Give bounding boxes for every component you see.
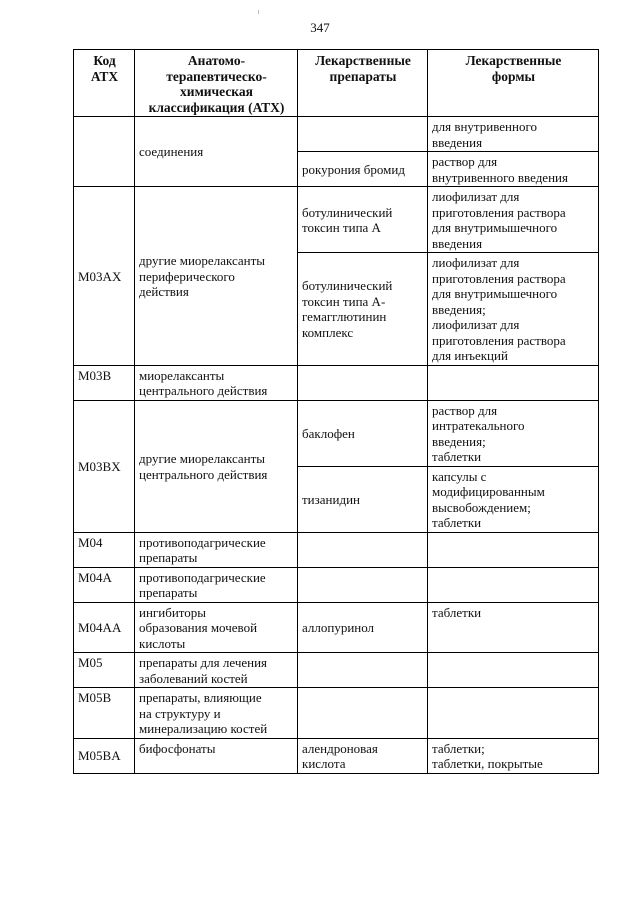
dosage-form-cell: [428, 688, 599, 739]
header-forms: Лекарственные формы: [428, 50, 599, 117]
atx-classification-cell: другие миорелаксанты центрального действия: [135, 400, 298, 532]
header-row: [74, 50, 599, 117]
atx-classification-cell: противоподагрические препараты: [135, 532, 298, 567]
drug-cell: баклофен: [298, 400, 428, 466]
table-row: [74, 602, 599, 653]
dosage-form-cell: лиофилизат для приготовления раствора для внутримышечного введения: [428, 187, 599, 253]
atx-classification-cell: ингибиторы образования мочевой кислоты: [135, 602, 298, 653]
header-code: Код АТХ: [74, 50, 135, 117]
dosage-form-cell: [428, 567, 599, 602]
atx-classification-cell: препараты для лечения заболеваний костей: [135, 653, 298, 688]
table-row: [74, 653, 599, 688]
atx-classification-cell: миорелаксанты центрального действия: [135, 365, 298, 400]
dosage-form-cell: таблетки: [428, 602, 599, 653]
dosage-form-cell: [428, 365, 599, 400]
atx-classification-cell: другие миорелаксанты периферического действия: [135, 187, 298, 366]
atx-code-cell: M04: [74, 532, 135, 567]
table-row: [74, 567, 599, 602]
dosage-form-cell: [428, 532, 599, 567]
drug-cell: ботулинический токсин типа А- гемагглютинин комплекс: [298, 253, 428, 366]
header-classification: Анатомо- терапевтическо- химическая классификация (АТХ): [135, 50, 298, 117]
dosage-form-cell: раствор для интратекального введения; таблетки: [428, 400, 599, 466]
atx-code-cell: M03B: [74, 365, 135, 400]
atx-classification-cell: противоподагрические препараты: [135, 567, 298, 602]
table-row: [74, 532, 599, 567]
atx-table: [73, 49, 599, 774]
atx-classification-cell: препараты, влияющие на структуру и минерализацию костей: [135, 688, 298, 739]
atx-code-cell: M05BA: [74, 738, 135, 773]
atx-classification-cell: соединения: [135, 117, 298, 187]
dosage-form-cell: таблетки; таблетки, покрытые: [428, 738, 599, 773]
drug-cell: алендроновая кислота: [298, 738, 428, 773]
drug-cell: рокурония бромид: [298, 152, 428, 187]
atx-classification-cell: бифосфонаты: [135, 738, 298, 773]
drug-cell: [298, 567, 428, 602]
dosage-form-cell: раствор для внутривенного введения: [428, 152, 599, 187]
atx-code-cell: M03BX: [74, 400, 135, 532]
atx-code-cell: M03AX: [74, 187, 135, 366]
table-row: [74, 117, 599, 152]
table-row: [74, 738, 599, 773]
drug-cell: тизанидин: [298, 466, 428, 532]
dosage-form-cell: лиофилизат для приготовления раствора для внутримышечного введения; лиофилизат для приготовления раствора для инъекций: [428, 253, 599, 366]
atx-code-cell: M05: [74, 653, 135, 688]
page-number: 347: [310, 20, 330, 35]
dosage-form-cell: [428, 653, 599, 688]
drug-cell: [298, 117, 428, 152]
drug-cell: аллопуринол: [298, 602, 428, 653]
atx-code-cell: M04A: [74, 567, 135, 602]
table-row: [74, 365, 599, 400]
atx-code-cell: [74, 117, 135, 187]
atx-code-cell: M04AA: [74, 602, 135, 653]
table-row: [74, 688, 599, 739]
header-drugs: Лекарственные препараты: [298, 50, 428, 117]
drug-cell: [298, 532, 428, 567]
table-row: [74, 400, 599, 466]
atx-code-cell: M05B: [74, 688, 135, 739]
drug-cell: [298, 365, 428, 400]
table-row: [74, 187, 599, 253]
drug-cell: [298, 653, 428, 688]
drug-cell: [298, 688, 428, 739]
scan-mark: [258, 10, 259, 14]
dosage-form-cell: капсулы с модифицированным высвобождением; таблетки: [428, 466, 599, 532]
drug-cell: ботулинический токсин типа А: [298, 187, 428, 253]
dosage-form-cell: для внутривенного введения: [428, 117, 599, 152]
table-body: [74, 117, 599, 774]
